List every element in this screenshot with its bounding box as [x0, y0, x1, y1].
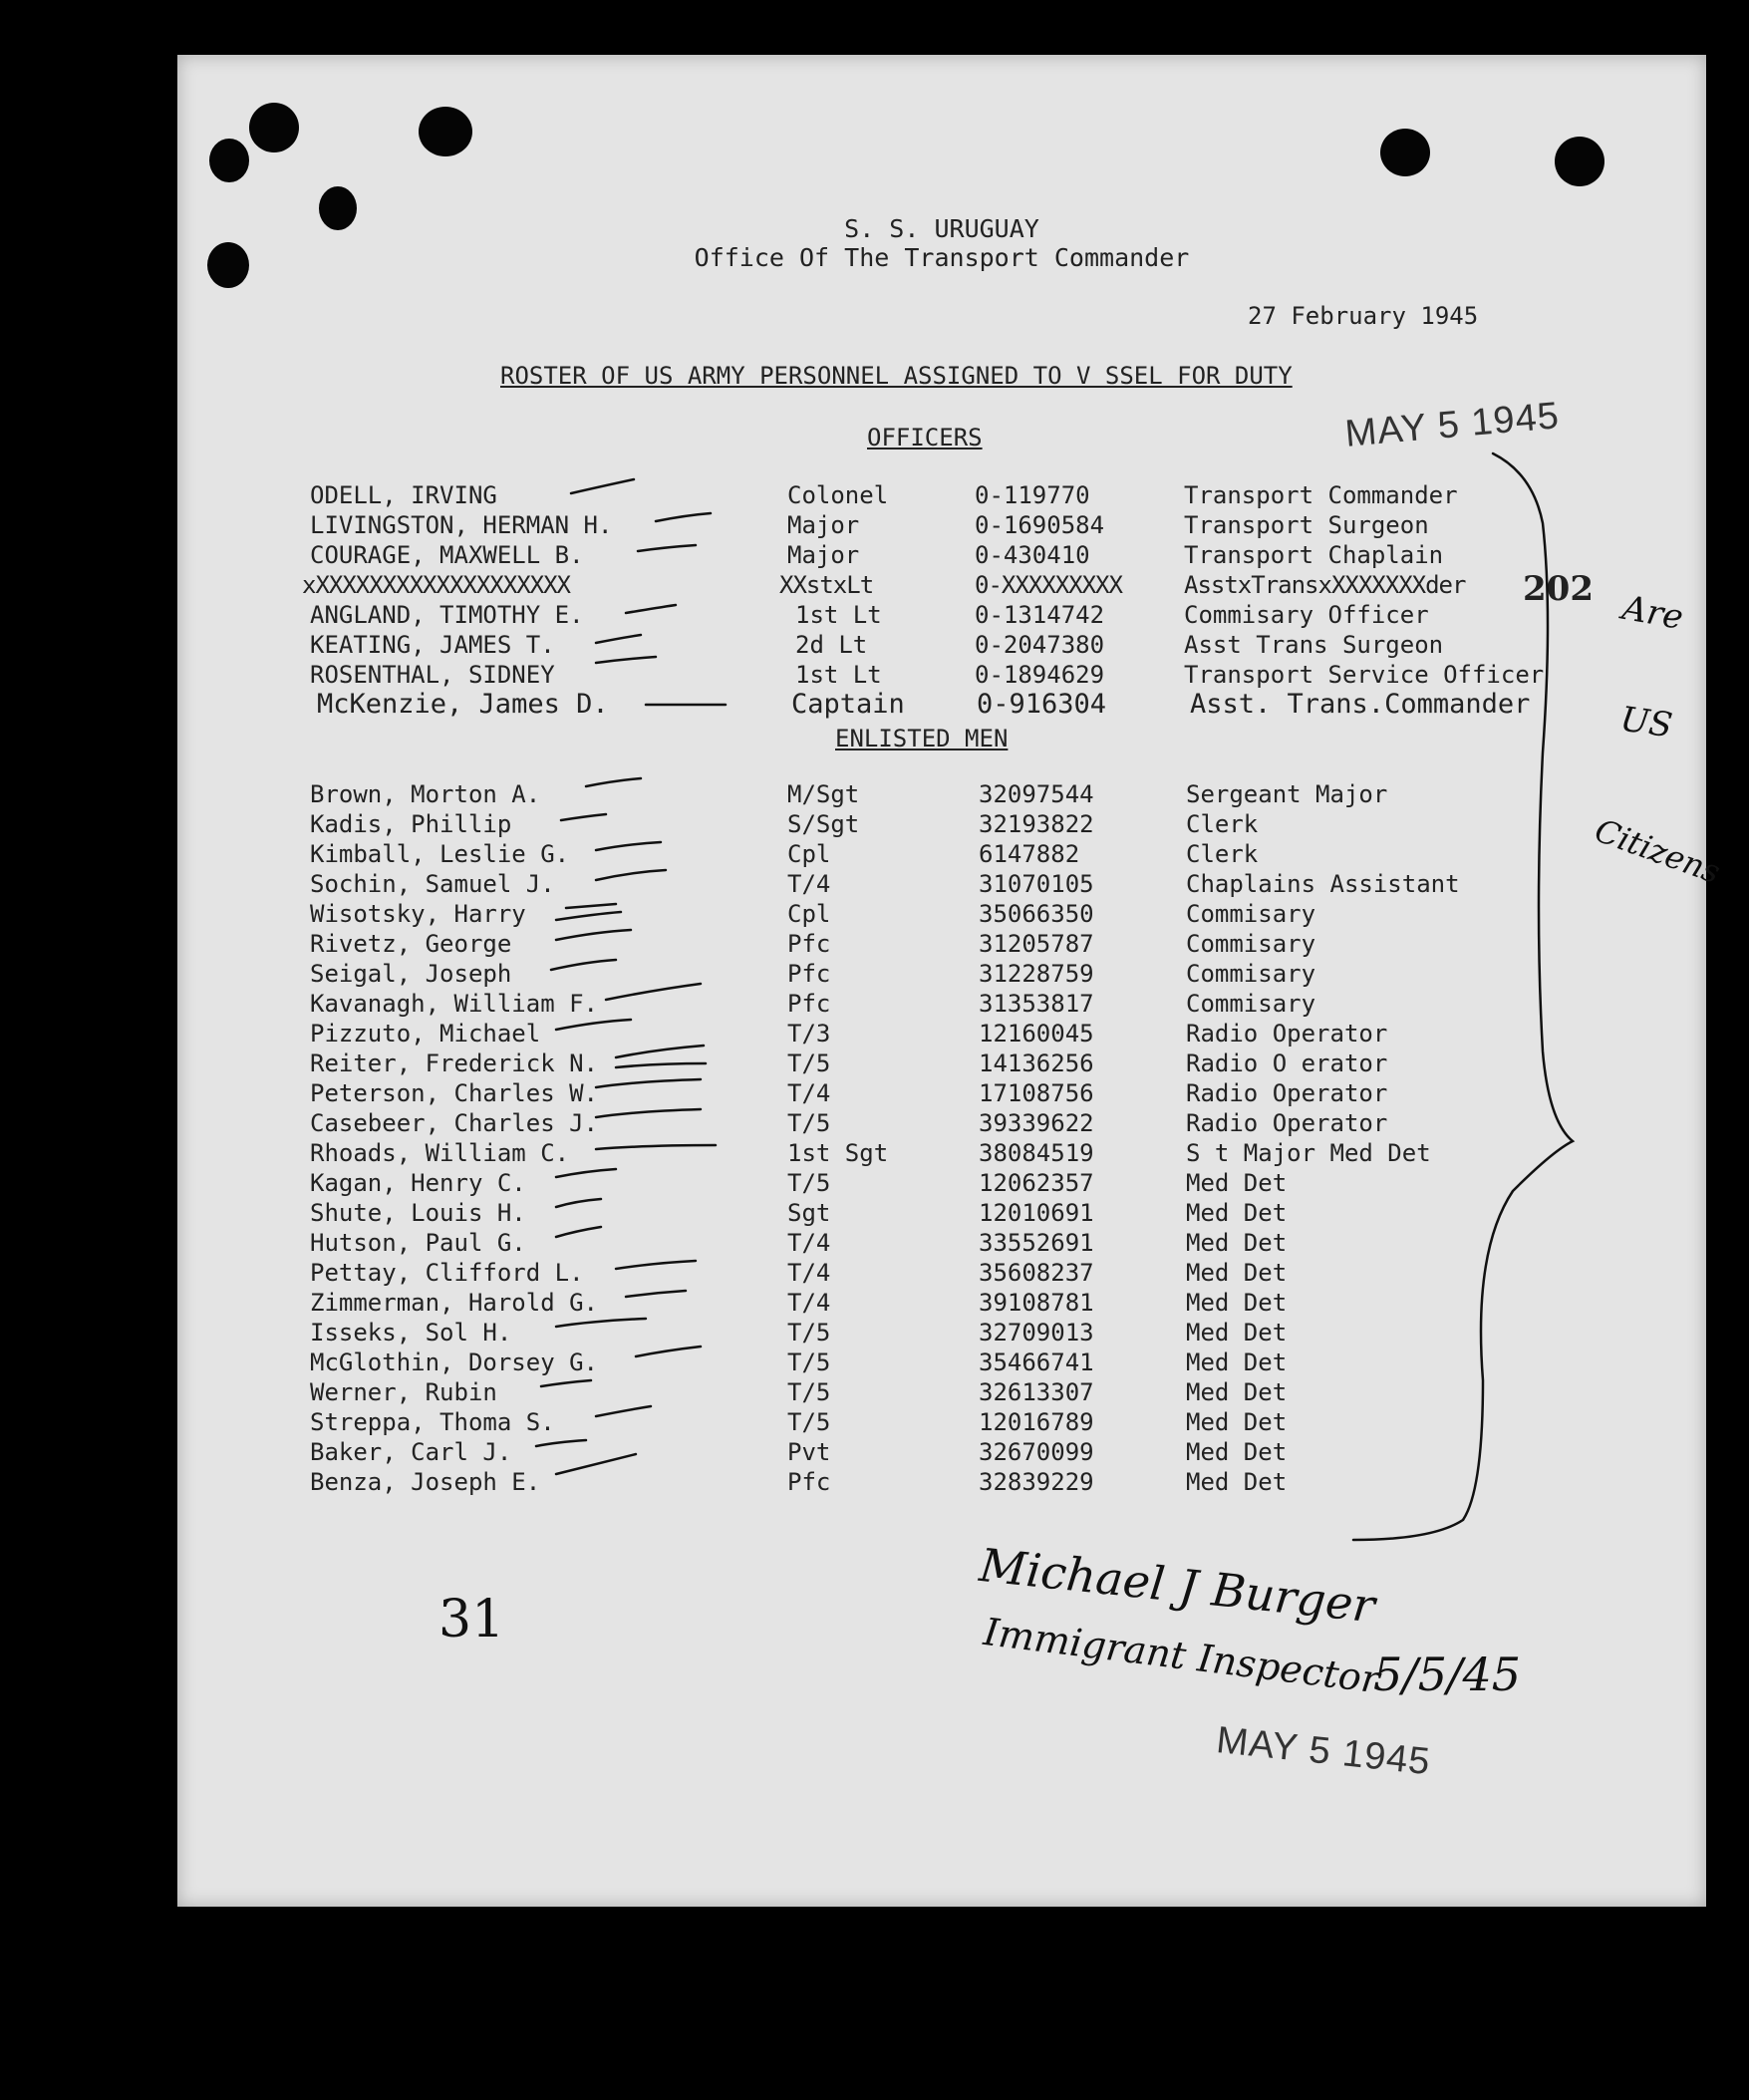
enlisted-duty: Commisary — [1186, 930, 1316, 958]
officer-serial: 0-916304 — [977, 689, 1107, 720]
enlisted-row — [177, 1349, 1706, 1378]
enlisted-duty: Med Det — [1186, 1349, 1288, 1376]
officer-duty: Transport Service Officer — [1184, 661, 1545, 689]
code-202: 202 — [1523, 569, 1594, 609]
enlisted-duty: Radio Operator — [1186, 1020, 1388, 1048]
enlisted-rank: T/5 — [787, 1169, 831, 1197]
enlisted-name: Brown, Morton A. — [310, 780, 541, 808]
officer-rank: Colonel — [787, 481, 889, 509]
officer-rank: 2d Lt — [795, 631, 868, 659]
enlisted-duty: Med Det — [1186, 1438, 1288, 1466]
enlisted-rank: T/4 — [787, 870, 831, 898]
enlisted-duty: Radio Operator — [1186, 1109, 1388, 1137]
enlisted-name: Shute, Louis H. — [310, 1199, 526, 1227]
punch-hole — [419, 107, 472, 156]
enlisted-row — [177, 1319, 1706, 1349]
enlisted-serial: 35608237 — [979, 1259, 1094, 1287]
officer-rank: 1st Lt — [795, 661, 882, 689]
enlisted-serial: 6147882 — [979, 840, 1080, 868]
enlisted-row — [177, 1020, 1706, 1050]
officer-duty: Asst Trans Surgeon — [1184, 631, 1444, 659]
officer-duty: Asst. Trans.Commander — [1190, 689, 1531, 720]
punch-hole — [1555, 137, 1604, 186]
officer-rank: Captain — [791, 689, 905, 720]
margin-note: Citizens — [1590, 810, 1726, 892]
enlisted-serial: 32670099 — [979, 1438, 1094, 1466]
enlisted-duty: Chaplains Assistant — [1186, 870, 1460, 898]
enlisted-row — [177, 1050, 1706, 1079]
document-date: 27 February 1945 — [1248, 302, 1479, 330]
enlisted-serial: 31205787 — [979, 930, 1094, 958]
officers-heading: OFFICERS — [867, 424, 983, 451]
inspector-title: Immigrant Inspector — [981, 1610, 1382, 1702]
document-page — [177, 55, 1726, 1907]
enlisted-serial: 31070105 — [979, 870, 1094, 898]
enlisted-duty: Med Det — [1186, 1289, 1288, 1317]
enlisted-row — [177, 780, 1706, 810]
enlisted-name: Peterson, Charles W. — [310, 1079, 598, 1107]
enlisted-rank: T/5 — [787, 1378, 831, 1406]
enlisted-name: Streppa, Thoma S. — [310, 1408, 555, 1436]
enlisted-name: Kimball, Leslie G. — [310, 840, 570, 868]
enlisted-name: Kagan, Henry C. — [310, 1169, 526, 1197]
officer-row — [177, 631, 1706, 661]
officer-rank: Major — [787, 511, 860, 539]
enlisted-row — [177, 900, 1706, 930]
enlisted-rank: Pvt — [787, 1438, 831, 1466]
enlisted-name: Sochin, Samuel J. — [310, 870, 555, 898]
officer-rank: XXstxLt — [779, 571, 874, 599]
enlisted-name: Seigal, Joseph — [310, 960, 512, 988]
enlisted-name: Rhoads, William C. — [310, 1139, 570, 1167]
punch-hole — [1380, 129, 1430, 176]
officer-row — [177, 689, 1706, 719]
enlisted-duty: Med Det — [1186, 1229, 1288, 1257]
officer-row — [177, 511, 1706, 541]
officer-name: ODELL, IRVING — [310, 481, 497, 509]
enlisted-rank: T/4 — [787, 1289, 831, 1317]
officer-rank: Major — [787, 541, 860, 569]
enlisted-name: Pettay, Clifford L. — [310, 1259, 584, 1287]
enlisted-name: Werner, Rubin — [310, 1378, 497, 1406]
enlisted-rank: Cpl — [787, 840, 831, 868]
enlisted-rank: Sgt — [787, 1199, 831, 1227]
ship-name: S. S. URUGUAY — [844, 214, 1039, 243]
officer-serial: 0-1894629 — [975, 661, 1105, 689]
officer-row — [177, 601, 1706, 631]
enlisted-duty: Commisary — [1186, 960, 1316, 988]
margin-note: US — [1617, 699, 1675, 747]
officer-serial: 0-2047380 — [975, 631, 1105, 659]
enlisted-row — [177, 1079, 1706, 1109]
enlisted-serial: 33552691 — [979, 1229, 1094, 1257]
enlisted-row — [177, 840, 1706, 870]
enlisted-serial: 39108781 — [979, 1289, 1094, 1317]
officer-row-struck — [177, 571, 1706, 601]
enlisted-name: Isseks, Sol H. — [310, 1319, 512, 1347]
enlisted-serial: 32193822 — [979, 810, 1094, 838]
enlisted-row — [177, 1109, 1706, 1139]
enlisted-rank: T/4 — [787, 1079, 831, 1107]
enlisted-name: Zimmerman, Harold G. — [310, 1289, 598, 1317]
enlisted-rank: T/4 — [787, 1259, 831, 1287]
enlisted-rank: 1st Sgt — [787, 1139, 889, 1167]
enlisted-serial: 38084519 — [979, 1139, 1094, 1167]
margin-note: Are — [1618, 588, 1686, 638]
enlisted-name: Wisotsky, Harry — [310, 900, 526, 928]
officer-serial: 0-XXXXXXXXX — [975, 571, 1122, 599]
enlisted-row — [177, 990, 1706, 1020]
enlisted-row — [177, 1139, 1706, 1169]
enlisted-duty: Clerk — [1186, 840, 1259, 868]
enlisted-serial: 31353817 — [979, 990, 1094, 1018]
enlisted-duty: Med Det — [1186, 1378, 1288, 1406]
enlisted-serial: 32097544 — [979, 780, 1094, 808]
enlisted-duty: Med Det — [1186, 1169, 1288, 1197]
sign-date: 5/5/45 — [1373, 1648, 1522, 1701]
enlisted-duty: Sergeant Major — [1186, 780, 1388, 808]
officer-name: KEATING, JAMES T. — [310, 631, 555, 659]
signature: Michael J Burger — [977, 1538, 1378, 1634]
enlisted-name: Rivetz, George — [310, 930, 512, 958]
enlisted-name: Reiter, Frederick N. — [310, 1050, 598, 1077]
enlisted-serial: 12062357 — [979, 1169, 1094, 1197]
officer-duty: Transport Chaplain — [1184, 541, 1444, 569]
officer-serial: 0-430410 — [975, 541, 1090, 569]
enlisted-rank: S/Sgt — [787, 810, 860, 838]
officer-row — [177, 541, 1706, 571]
enlisted-row — [177, 870, 1706, 900]
enlisted-serial: 39339622 — [979, 1109, 1094, 1137]
enlisted-heading: ENLISTED MEN — [835, 725, 1009, 752]
officer-name: xXXXXXXXXXXXXXXXXXXX — [302, 571, 570, 599]
officer-duty: Transport Commander — [1184, 481, 1458, 509]
officer-duty: Transport Surgeon — [1184, 511, 1429, 539]
enlisted-row — [177, 1199, 1706, 1229]
enlisted-duty: Clerk — [1186, 810, 1259, 838]
enlisted-serial: 17108756 — [979, 1079, 1094, 1107]
enlisted-row — [177, 930, 1706, 960]
enlisted-duty: Commisary — [1186, 990, 1316, 1018]
enlisted-row — [177, 1438, 1706, 1468]
enlisted-rank: T/5 — [787, 1050, 831, 1077]
enlisted-duty: Med Det — [1186, 1408, 1288, 1436]
enlisted-row — [177, 810, 1706, 840]
enlisted-serial: 31228759 — [979, 960, 1094, 988]
date-stamp: MAY 5 1945 — [1343, 395, 1562, 455]
enlisted-row — [177, 1468, 1706, 1498]
officer-serial: 0-119770 — [975, 481, 1090, 509]
enlisted-serial: 32839229 — [979, 1468, 1094, 1496]
enlisted-row — [177, 960, 1706, 990]
enlisted-row — [177, 1229, 1706, 1259]
officer-duty: AsstxTransxXXXXXXXder — [1184, 571, 1466, 599]
enlisted-name: Kavanagh, William F. — [310, 990, 598, 1018]
enlisted-rank: Pfc — [787, 990, 831, 1018]
enlisted-rank: Pfc — [787, 1468, 831, 1496]
enlisted-name: Casebeer, Charles J. — [310, 1109, 598, 1137]
officer-name: McKenzie, James D. — [317, 689, 609, 720]
enlisted-row — [177, 1169, 1706, 1199]
enlisted-name: Baker, Carl J. — [310, 1438, 512, 1466]
enlisted-serial: 12010691 — [979, 1199, 1094, 1227]
enlisted-duty: Radio O erator — [1186, 1050, 1388, 1077]
officer-row — [177, 661, 1706, 691]
enlisted-name: Hutson, Paul G. — [310, 1229, 526, 1257]
officer-serial: 0-1690584 — [975, 511, 1105, 539]
enlisted-name: McGlothin, Dorsey G. — [310, 1349, 598, 1376]
enlisted-serial: 32613307 — [979, 1378, 1094, 1406]
enlisted-rank: T/5 — [787, 1408, 831, 1436]
date-stamp: MAY 5 1945 — [1214, 1719, 1433, 1784]
enlisted-duty: Med Det — [1186, 1199, 1288, 1227]
enlisted-serial: 12160045 — [979, 1020, 1094, 1048]
officer-name: LIVINGSTON, HERMAN H. — [310, 511, 613, 539]
enlisted-serial: 14136256 — [979, 1050, 1094, 1077]
enlisted-rank: Cpl — [787, 900, 831, 928]
document-title: ROSTER OF US ARMY PERSONNEL ASSIGNED TO V SSEL FOR DUTY — [500, 362, 1293, 390]
enlisted-name: Benza, Joseph E. — [310, 1468, 541, 1496]
officer-rank: 1st Lt — [795, 601, 882, 629]
enlisted-rank: T/5 — [787, 1349, 831, 1376]
enlisted-duty: Med Det — [1186, 1468, 1288, 1496]
punch-hole — [249, 103, 299, 152]
enlisted-serial: 32709013 — [979, 1319, 1094, 1347]
officer-serial: 0-1314742 — [975, 601, 1105, 629]
enlisted-serial: 12016789 — [979, 1408, 1094, 1436]
officer-duty: Commisary Officer — [1184, 601, 1429, 629]
officer-name: ROSENTHAL, SIDNEY — [310, 661, 555, 689]
enlisted-duty: Med Det — [1186, 1319, 1288, 1347]
punch-hole — [209, 139, 249, 182]
enlisted-serial: 35066350 — [979, 900, 1094, 928]
enlisted-rank: T/3 — [787, 1020, 831, 1048]
enlisted-name: Pizzuto, Michael — [310, 1020, 541, 1048]
enlisted-row — [177, 1378, 1706, 1408]
enlisted-serial: 35466741 — [979, 1349, 1094, 1376]
enlisted-row — [177, 1289, 1706, 1319]
enlisted-duty: S t Major Med Det — [1186, 1139, 1431, 1167]
enlisted-rank: T/4 — [787, 1229, 831, 1257]
enlisted-duty: Radio Operator — [1186, 1079, 1388, 1107]
enlisted-rank: M/Sgt — [787, 780, 860, 808]
enlisted-row — [177, 1408, 1706, 1438]
enlisted-rank: T/5 — [787, 1319, 831, 1347]
enlisted-name: Kadis, Phillip — [310, 810, 512, 838]
enlisted-duty: Commisary — [1186, 900, 1316, 928]
officer-row — [177, 481, 1706, 511]
enlisted-rank: T/5 — [787, 1109, 831, 1137]
enlisted-rank: Pfc — [787, 930, 831, 958]
officer-name: ANGLAND, TIMOTHY E. — [310, 601, 584, 629]
office-name: Office Of The Transport Commander — [694, 243, 1190, 272]
page-count: 31 — [438, 1590, 505, 1650]
officer-name: COURAGE, MAXWELL B. — [310, 541, 584, 569]
enlisted-rank: Pfc — [787, 960, 831, 988]
enlisted-row — [177, 1259, 1706, 1289]
enlisted-duty: Med Det — [1186, 1259, 1288, 1287]
